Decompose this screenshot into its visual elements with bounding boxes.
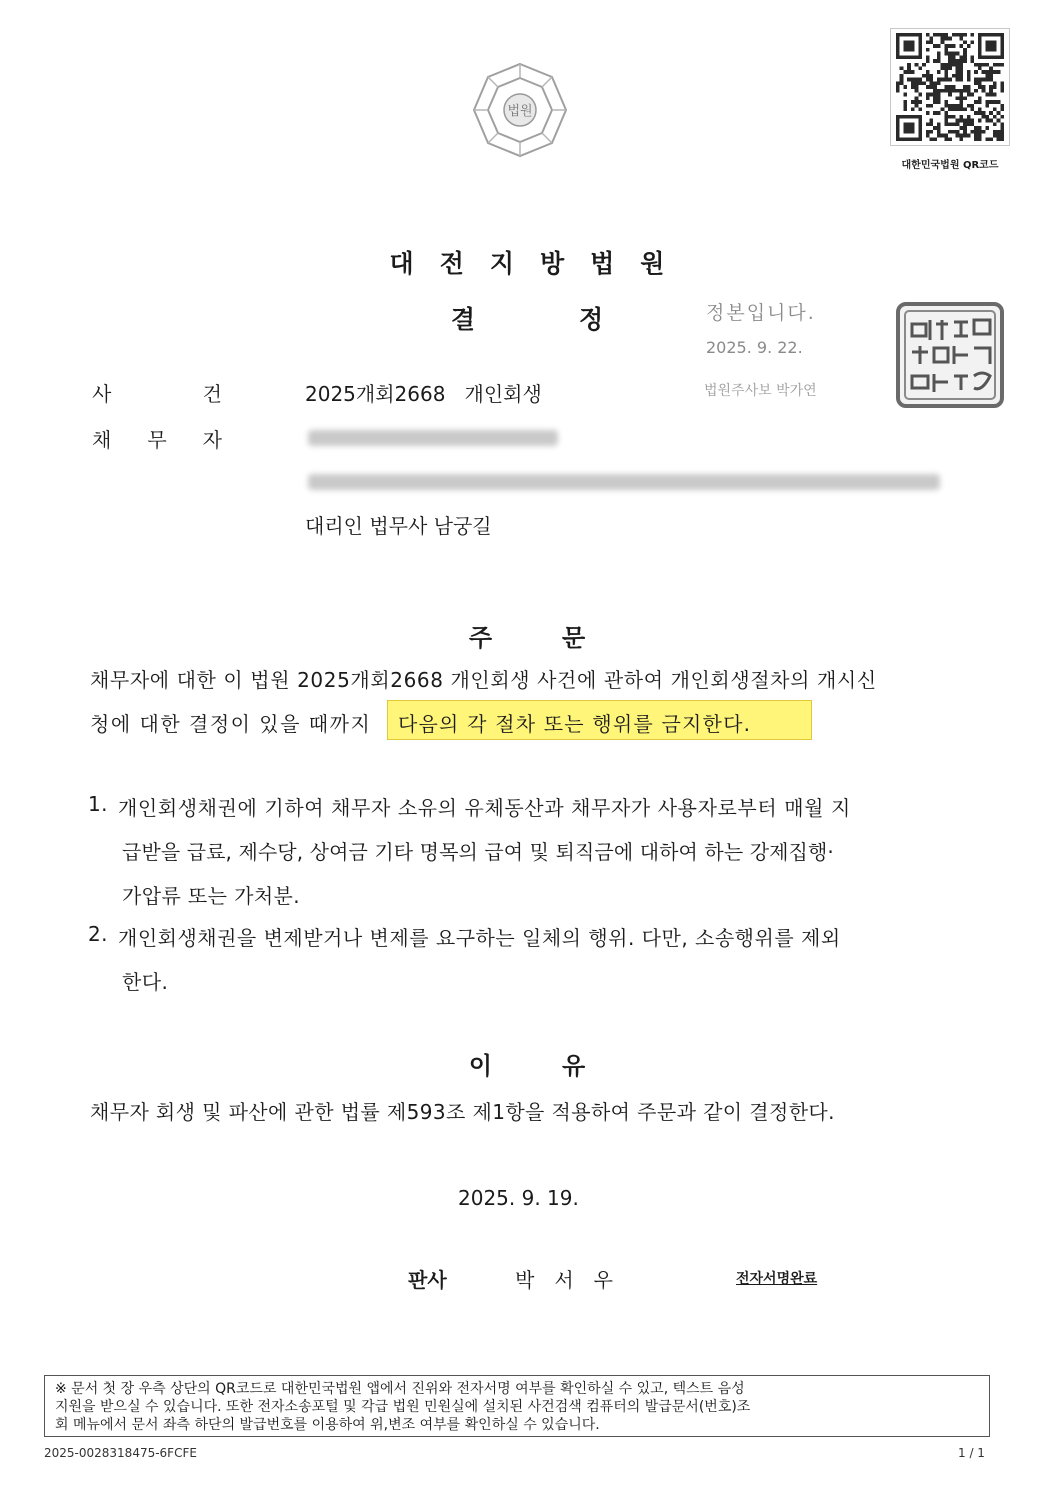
order-item-line: 한다. — [122, 970, 169, 994]
redacted-debtor-address — [308, 474, 940, 490]
qr-modules — [896, 33, 1004, 141]
emblem-text: 법원 — [507, 104, 533, 119]
order-item-number: 2. — [88, 922, 108, 946]
debtor-agent: 대리인 법무사 남궁길 — [305, 514, 492, 538]
court-emblem — [470, 60, 570, 160]
page-number: 1 / 1 — [958, 1446, 985, 1460]
order-line-2-highlight: 다음의 각 절차 또는 행위를 금지한다. — [398, 712, 752, 736]
qr-pattern — [895, 33, 1005, 141]
document-title: 결정 — [450, 305, 708, 334]
order-line-2-prefix: 청에 대한 결정이 있을 때까지 — [90, 712, 372, 736]
case-number: 2025개회2668 개인회생 — [305, 382, 542, 406]
verification-notice — [44, 1375, 990, 1437]
judge-title: 판사 — [408, 1268, 447, 1292]
judge-name: 박서우 — [515, 1268, 633, 1292]
case-label-char: 건 — [202, 382, 222, 406]
notice-line: 회 메뉴에서 문서 좌측 하단의 발급번호를 이용하여 위,변조 여부를 확인하실 수 있습니다. — [55, 1417, 600, 1433]
order-item-line: 가압류 또는 가처분. — [122, 884, 301, 908]
court-name: 대전지방법원 — [389, 249, 691, 278]
order-line-1: 채무자에 대한 이 법원 2025개회2668 개인회생 사건에 관하여 개인회생절차의 개시신 — [90, 668, 877, 692]
e-signature-complete: 전자서명완료 — [736, 1271, 818, 1287]
debtor-label — [92, 424, 222, 453]
notice-line: 지원을 받으실 수 있습니다. 또한 전자소송포털 및 각급 법원 민원실에 설치된 사건검색 컴퓨터의 발급문서(번호)조 — [55, 1399, 751, 1415]
reason-heading: 이유 — [468, 1052, 656, 1080]
debtor-label-char: 채 — [92, 428, 112, 452]
reason-text: 채무자 회생 및 파산에 관한 법률 제593조 제1항을 적용하여 주문과 같이 결정한다. — [90, 1100, 835, 1124]
certified-copy-text: 정본입니다. — [706, 302, 816, 324]
case-label — [92, 378, 222, 407]
order-item-line: 개인회생채권을 변제받거나 변제를 요구하는 일체의 행위. 다만, 소송행위를 제외 — [118, 926, 841, 950]
clerk-name: 법원주사보 박가연 — [704, 383, 817, 399]
debtor-label-char: 자 — [202, 428, 222, 452]
order-item-line: 개인회생채권에 기하여 채무자 소유의 유체동산과 채무자가 사용자로부터 매월 지 — [118, 796, 851, 820]
notice-line: ※ 문서 첫 장 우측 상단의 QR코드로 대한민국법원 앱에서 진위와 전자서명 여부를 확인하실 수 있고, 텍스트 음성 — [55, 1381, 745, 1397]
certified-date: 2025. 9. 22. — [706, 338, 803, 357]
order-item-line: 급받을 급료, 제수당, 상여금 기타 명목의 급여 및 퇴직금에 대하여 하는 강제집행· — [122, 840, 834, 864]
court-seal-stamp — [896, 302, 1004, 408]
order-item-number: 1. — [88, 792, 108, 816]
qr-code — [890, 28, 1010, 146]
case-label-char: 사 — [92, 382, 112, 406]
decision-date: 2025. 9. 19. — [458, 1186, 579, 1210]
order-heading: 주문 — [468, 624, 656, 652]
redacted-debtor-name — [308, 430, 558, 446]
issue-number: 2025-0028318475-6FCFE — [44, 1446, 197, 1460]
debtor-label-char: 무 — [147, 428, 167, 452]
qr-caption: 대한민국법원 QR코드 — [901, 160, 999, 171]
